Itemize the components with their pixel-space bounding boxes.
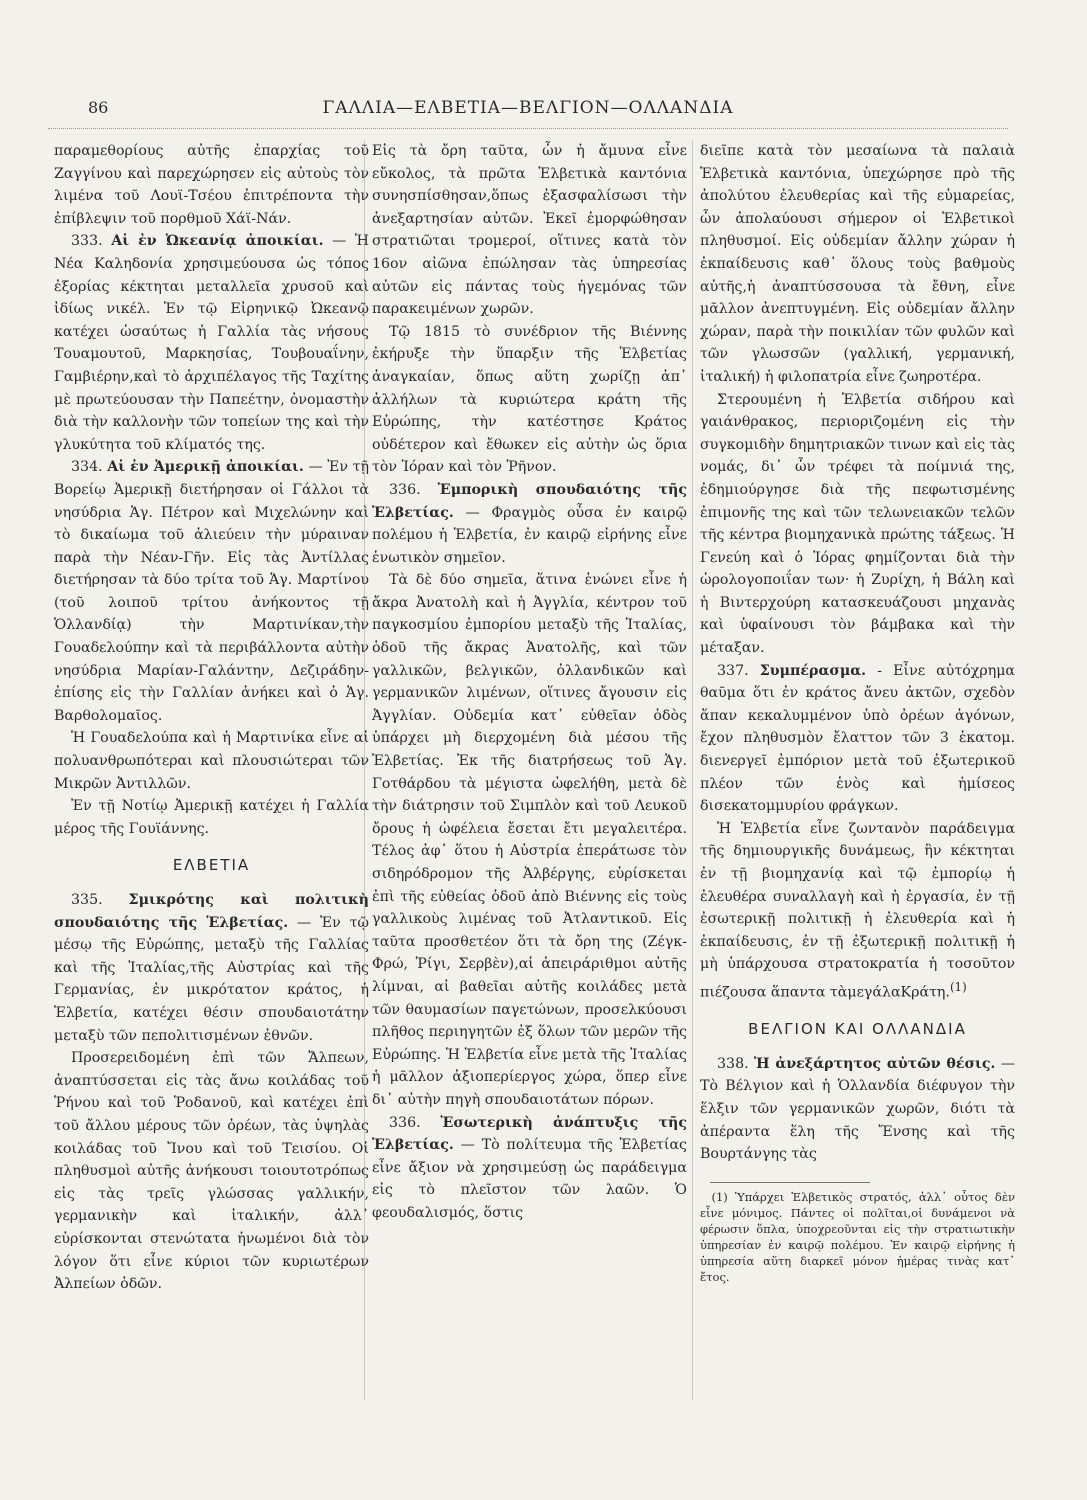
- page-number: 86: [88, 98, 109, 117]
- footnote-reference: (1): [949, 979, 967, 994]
- section-text: — Φραγμὸς οὖσα ἐν καιρῷ πολέμου ἡ Ἑλβετία, ἐν καιρῷ εἰρήνης εἶνε ἑνωτικὸν σημεῖον.: [372, 504, 688, 566]
- section-text: — Ἐν τῇ Βορείῳ Ἀμερικῇ διετήρησαν οἱ Γάλλοι τὰ νησύδρια Ἁγ. Πέτρον καὶ Μιχελώνην καὶ τὸ δικαίωμα τοῦ ἁλιεύειν τὴν μύραιναν παρὰ τὴν Νέαν-Γῆν. Εἰς τὰς Ἀντίλλας διετήρησαν τὰ δύο τρίτα τοῦ Ἁγ. Μαρτίνου (τοῦ λοιποῦ τρίτου ἀνήκοντος τῇ Ὁλλανδίᾳ) τὴν Μαρτινίκαν,τὴν Γουαδελούπην καὶ τὰ περιβάλλοντα αὐτὴν νησύδρια Μαρίαν-Γαλάντην, Δεζιράδην-ἐπίσης εἰς τὴν Γαλλίαν ἀνήκει καὶ ὁ Ἁγ. Βαρθολομαῖος.: [54, 459, 369, 724]
- section-number: 336.: [389, 1114, 421, 1131]
- section-title: Ἐσωτερικὴ ἀνάπτυξις τῆς Ἑλβετίας.: [372, 1114, 687, 1154]
- column-1: [54, 140, 369, 1296]
- section-text: — Τὸ πολίτευμα τῆς Ἑλβετίας εἶνε ἄξιον νὰ χρησιμεύσῃ ὡς παράδειγμα εἰς τὸ πλεῖστον τῶν λαῶν. Ὁ φεουδαλισμός, ὅστις: [372, 1137, 687, 1221]
- paragraph: Εἰς τὰ ὄρη ταῦτα, ὧν ἡ ἄμυνα εἶνε εὔκολος, τὰ πρῶτα Ἑλβετικὰ καντόνια συνησπίσθησαν,ὅπως ἐξασφαλίσωσι τὴν ἀνεξαρτησίαν αὐτῶν. Ἐκεῖ ἐμορφώθησαν στρατιῶται τρομεροί, οἵτινες κατὰ τὸν 16ον αἰῶνα ἐπώλησαν τὰς ὑπηρεσίας αὐτῶν εἰς πάντας τοὺς ἡγεμόνας τῶν παρακειμένων χωρῶν.: [372, 143, 687, 318]
- section-text: — Ἡ Νέα Καληδονία χρησιμεύουσα ὡς τόπος ἐξορίας κέκτηται μεταλλεῖα χρυσοῦ καὶ ἰδίως νικέλ. Ἐν τῷ Εἰρηνικῷ Ὠκεανῷ κατέχει ὡσαύτως ἡ Γαλλία τὰς νήσους Τουαμουτοῦ, Μαρκησίας, Τουβουαΐνην, Γαμβιέρην,καὶ τὸ ἀρχιπέλαγος τῆς Ταχίτης μὲ πρωτεύουσαν τὴν Παπεέτην, ὀνομαστὴν διὰ τὴν καλλονὴν τῶν τοπείων της καὶ τὴν γλυκύτητα τοῦ κλίματός της.: [54, 233, 370, 453]
- paragraph: Στερουμένη ἡ Ἑλβετία σιδήρου καὶ γαιάνθρακος, περιοριζομένη εἰς τὴν συγκομιδὴν δημητριακῶν τινων καὶ εἰς τὰς νομάς, δι᾿ ὧν τρέφει τὰ ποίμνιά της, ἐδημιούργησε διὰ τῆς πεφωτισμένης ἐπιμονῆς της καὶ τῶν τελωνειακῶν τελῶν τῆς κέντρα βιομηχανικὰ πρώτης τάξεως. Ἡ Γενεύη καὶ ὁ Ἰόρας φημίζονται διὰ τὴν ὡρολογοποιΐαν των· ἡ Ζυρίχη, ἡ Βάλη καὶ ἡ Βιντερχούρη κατασκευάζουσι μηχανὰς καὶ ὑφαίνουσι τὸν βάμβακα καὶ τὴν μέταξαν.: [700, 391, 1015, 657]
- section-title: Ἡ ἀνεξάρτητος αὐτῶν θέσις.: [754, 1055, 996, 1072]
- paragraph-text: Ἡ Ἑλβετία εἶνε ζωντανὸν παράδειγμα τῆς δημιουργικῆς δυνάμεως, ἣν κέκτηται ἐν τῇ βιομηχανίᾳ καὶ τῷ ἐμπορίῳ ἡ ἐλευθέρα συναλλαγὴ καὶ ἡ ἐργασία, ἐν τῇ ἐσωτερικῇ πολιτικῇ ἡ ἐλευθερία καὶ ἡ ἐκπαίδευσις, ἐν τῇ ἐξωτερικῇ πολιτικῇ ἡ μὴ ὑπάρχουσα στρατοκρατία ἡ τοσοῦτον πιέζουσα ἅπαντα τὰμεγάλαΚράτη.: [700, 820, 1015, 1001]
- paragraph: Τῷ 1815 τὸ συνέδριον τῆς Βιέννης ἐκήρυξε τὴν ὕπαρξιν τῆς Ἑλβετίας ἀναγκαίαν, ὅπως αὕτη χωρίζῃ ἀπ᾿ ἀλλήλων τὰ κυριώτερα κράτη τῆς Εὐρώπης, τὴν κατέστησε Κράτος οὐδέτερον καὶ ἔθωκεν εἰς αὐτὴν ὡς ὅρια τὸν Ἰόραν καὶ τὸν Ῥῆνον.: [372, 323, 687, 476]
- section-337: [700, 660, 1015, 818]
- section-number: 338.: [717, 1055, 749, 1072]
- column-3: [700, 140, 1015, 1285]
- section-number: 337.: [717, 662, 749, 679]
- section-title: Αἱ ἐν Ἀμερικῇ ἀποικίαι.: [107, 459, 304, 476]
- section-text: - Εἶνε αὐτόχρημα θαῦμα ὅτι ἐν κράτος ἄνευ ἀκτῶν, σχεδὸν ἅπαν κεκαλυμμένον ὑπὸ ὀρέων ἀγόνων, ἔχον πληθυσμὸν ἔλαττον τῶν 3 ἑκατομ. διενεργεῖ ἐμπόριον μετὰ τοῦ ἐξωτερικοῦ πλέον τῶν ἑνὸς καὶ ἡμίσεος δισεκατομμυρίου φράγκων.: [700, 662, 1016, 815]
- section-number: 333.: [71, 233, 103, 250]
- paragraph: Ἐν τῇ Νοτίῳ Ἀμερικῇ κατέχει ἡ Γαλλία μέρος τῆς Γουϊάννης.: [54, 798, 369, 837]
- section-title: Ἐμπορικὴ σπουδαιότης τῆς Ἑλβετίας.: [372, 481, 687, 521]
- footnote-rule: [710, 1182, 870, 1183]
- paragraph: Τὰ δὲ δύο σημεῖα, ἅτινα ἑνώνει εἶνε ἡ ἄκρα Ἀνατολὴ καὶ ἡ Ἀγγλία, κέντρον τοῦ παγκοσμίου ἐμπορίου μεταξὺ τῆς Ἰταλίας, ὁδοῦ τῆς ἄκρας Ἀνατολῆς, καὶ τῶν γαλλικῶν, βελγικῶν, ὀλλανδικῶν καὶ γερμανικῶν λιμένων, οἵτινες ἄγουσιν εἰς Ἀγγλίαν. Οὐδεμία κατ᾿ εὐθεῖαν ὁδὸς ὑπάρχει μὴ διερχομένη διὰ μέσου τῆς Ἑλβετίας. Ἐκ τῆς διατρήσεως τοῦ Ἁγ. Γοτθάρδου τὰ μέγιστα ὠφελήθη, μετὰ δὲ τὴν διάτρησιν τοῦ Σιμπλὸν καὶ τοῦ Λευκοῦ ὄρους ἡ ὠφέλεια ἔσεται ἔτι μεγαλειτέρα. Τέλος ἀφ᾿ ὅτου ἡ Αὐστρία ἐπεράτωσε τὸν σιδηρόδρομον τῆς Ἀλβέργης, εὑρίσκεται ἐπὶ τῆς εὐθείας ὁδοῦ ἀπὸ Βιέννης εἰς τοὺς γαλλικοὺς λιμένας τοῦ Ἀτλαντικοῦ. Εἰς ταῦτα προσθετέον ὅτι τὰ ὄρη της (Ζέγκ-Φρώ, Ῥίγι, Σερβὲν),αἱ ἀπειράριθμοι αὐτῆς λίμναι, αἱ βαθεῖαι αὐτῆς κοιλάδες μετὰ τῶν θαυμασίων παγετώνων, προσελκύουσι πλῆθος περιηγητῶν ἐξ ὅλων τῶν μερῶν τῆς Εὐρώπης. Ἡ Ἑλβετία εἶνε μετὰ τῆς Ἰταλίας ἡ μᾶλλον ἀξιοπερίεργος χώρα, ὅπερ εἶνε δι᾿ αὐτὴν πηγὴ σπουδαιοτάτων πόρων.: [372, 572, 687, 1108]
- section-336a: [372, 479, 687, 569]
- section-335: [54, 889, 369, 1047]
- subheading-elvetia: ΕΛΒΕΤΙΑ: [172, 856, 251, 875]
- section-number: 334.: [71, 459, 103, 476]
- page-header: [48, 98, 1008, 124]
- paragraph: Προσερειδομένη ἐπὶ τῶν Ἄλπεων, ἀναπτύσσεται εἰς τὰς ἄνω κοιλάδας τοῦ Ῥήνου καὶ τοῦ Ῥοδανοῦ, καὶ κατέχει ἐπὶ τοῦ ἄλλου μέρους τῶν ὀρέων, τὰς ὑψηλὰς κοιλάδας τοῦ Ἴνου καὶ τοῦ Τεισίου. Οἱ πληθυσμοὶ αὐτῆς ἀνήκουσι τοιουτοτρόπως εἰς τὰς τρεῖς γλώσσας γαλλικήν, γερμανικὴν καὶ ἰταλικήν, ἀλλ᾿ εὑρίσκονται στενώτατα ἡνωμένοι διὰ τὸν λόγον ὅτι εἶνε κύριοι τῶν κυριωτέρων Ἀλπείων ὁδῶν.: [54, 1050, 369, 1293]
- subheading-belgium: ΒΕΛΓΙΟΝ ΚΑΙ ΟΛΛΑΝΔΙΑ: [748, 1020, 967, 1039]
- section-333: [54, 230, 369, 456]
- section-title: Σμικρότης καὶ πολιτικὴ σπουδαιότης τῆς Ἑλβετίας.: [54, 892, 369, 931]
- section-336b: [372, 1112, 687, 1225]
- section-title: Συμπέρασμα.: [759, 662, 867, 679]
- paragraph: Ἡ Γουαδελούπα καὶ ἡ Μαρτινίκα εἶνε αἱ πολυανθρωπότεραι καὶ πλουσιώτεραι τῶν Μικρῶν Ἀντιλλῶν.: [54, 730, 369, 792]
- section-number: 335.: [71, 892, 103, 908]
- paragraph: παραμεθορίους αὐτῆς ἐπαρχίας τοῦ Ζαγγίνου καὶ παρεχώρησεν εἰς αὐτοὺς τὸν λιμένα τοῦ Λουϊ-Τσέου ἐπιτρέποντα τὴν ἐπίβλεψιν τοῦ πορθμοῦ Χάϊ-Νάν.: [54, 143, 369, 227]
- paragraph: διεῖπε κατὰ τὸν μεσαίωνα τὰ παλαιὰ Ἑλβετικὰ καντόνια, ὑπεχώρησε πρὸ τῆς ἀπολύτου ἐλευθερίας καὶ τῆς εὐμαρείας, ὧν ἀπολαύουσι σήμερον οἱ Ἑλβετικοὶ πληθυσμοί. Εἰς οὐδεμίαν ἄλλην χώραν ἡ ἐκπαίδευσις καθ᾿ ὅλους τοὺς βαθμοὺς αὐτῆς,ἡ ἀναπτύσσουσα τὰ ἔθνη, εἶνε μᾶλλον ἀνεπτυγμένη. Εἰς οὐδεμίαν ἄλλην χώραν, παρὰ τὴν ποικιλίαν τῶν φυλῶν καὶ τῶν γλωσσῶν (γαλλική, γερμανική, ἰταλική) ἡ φιλοπατρία εἶνε ζωηροτέρα.: [700, 143, 1015, 385]
- section-title: Αἱ ἐν Ὠκεανίᾳ ἀποικίαι.: [111, 233, 324, 250]
- section-number: 336.: [389, 481, 421, 498]
- section-338: [700, 1053, 1015, 1166]
- footnote: (1) Ὑπάρχει Ἑλβετικὸς στρατός, ἀλλ᾿ οὗτος δὲν εἶνε μόνιμος. Πάντες οἱ πολῖται,οἱ δυνάμενοι νὰ φέρωσιν ὅπλα, ὑποχρεοῦνται εἰς τὴν στρατιωτικὴν ὑπηρεσίαν ἐν καιρῷ πολέμου. Ἐν καιρῷ εἰρήνης ἡ ὑπηρεσία αὕτη διαρκεῖ μόνον ἡμέρας τινὰς κατ᾿ ἔτος.: [700, 1189, 1015, 1284]
- running-title: ΓΑΛΛΙΑ—ΕΛΒΕΤΙΑ—ΒΕΛΓΙΟΝ—ΟΛΛΑΝΔΙΑ: [322, 98, 734, 118]
- column-2: [372, 140, 687, 1225]
- header-rule: [48, 128, 1008, 129]
- column-divider: [692, 140, 693, 1400]
- section-334: [54, 456, 369, 727]
- section-text: — Τὸ Βέλγιον καὶ ἡ Ὁλλανδία διέφυγον τὴν ἕλξιν τῶν γερμανικῶν χωρῶν, διότι τὰ ἀπέραντα ἕλη τῆς Ἔνσης καὶ τῆς Βουρτάνγης τὰς: [700, 1055, 1016, 1163]
- section-text: — Ἐν τῷ μέσῳ τῆς Εὐρώπης, μεταξὺ τῆς Γαλλίας καὶ τῆς Ἰταλίας,τῆς Αὐστρίας καὶ τῆς Γερμανίας, ἐν μικρότατον κράτος, ἡ Ἑλβετία, κατέχει θέσιν σπουδαιοτάτην μεταξὺ τῶν πεπολιτισμένων ἐθνῶν.: [54, 914, 369, 1044]
- paragraph: [700, 818, 1015, 1004]
